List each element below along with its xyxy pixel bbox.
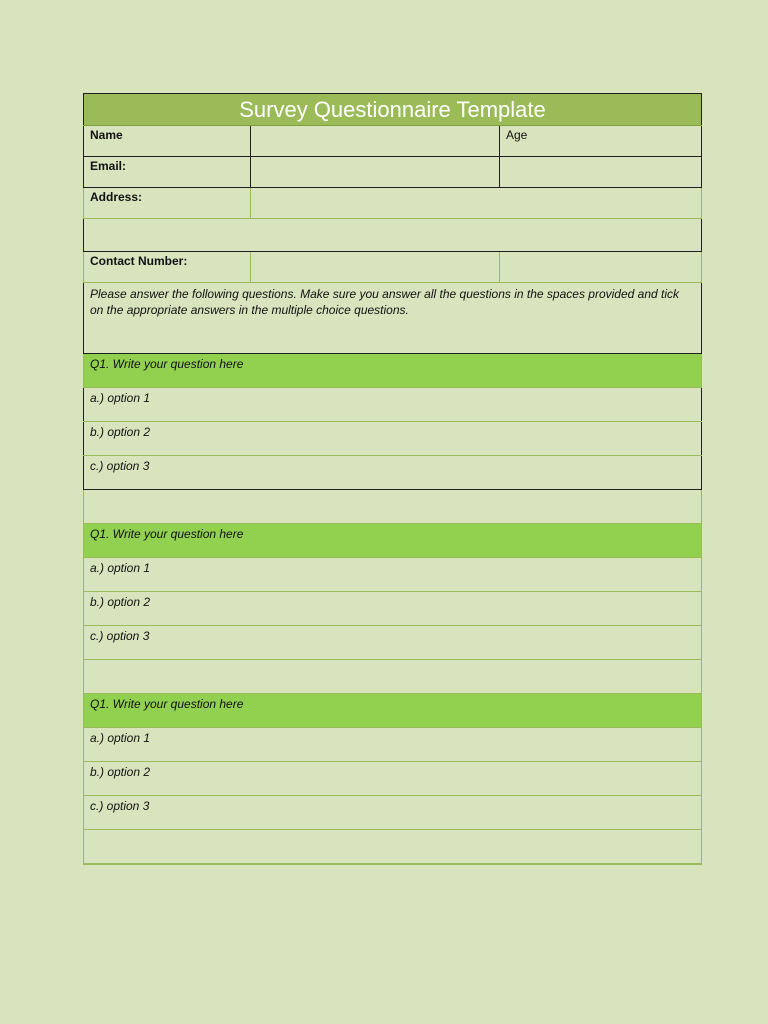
email-field[interactable]: [251, 157, 500, 188]
address-line-2-field[interactable]: [84, 219, 702, 252]
survey-table: [83, 93, 702, 865]
question-2-text: Q1. Write your question here: [84, 524, 702, 558]
instructions-text: Please answer the following questions. Make sure you answer all the questions in the spaces provided and tick on the appropriate answers in the multiple choice questions.: [84, 283, 702, 354]
question-3-option-1[interactable]: a.) option 1: [84, 728, 702, 762]
age-label: Age: [506, 128, 528, 142]
question-1-option-2[interactable]: b.) option 2: [84, 422, 702, 456]
name-field[interactable]: [251, 126, 500, 157]
question-3-option-2[interactable]: b.) option 2: [84, 762, 702, 796]
survey-form: [83, 93, 701, 865]
question-3-option-3[interactable]: c.) option 3: [84, 796, 702, 830]
question-1-option-3[interactable]: c.) option 3: [84, 456, 702, 490]
question-1-option-1[interactable]: a.) option 1: [84, 388, 702, 422]
question-3-text: Q1. Write your question here: [84, 694, 702, 728]
question-3-spacer: [84, 830, 702, 864]
address-label: Address:: [84, 188, 251, 219]
contact-number-label: Contact Number:: [84, 252, 251, 283]
email-label: Email:: [84, 157, 251, 188]
email-extra-field[interactable]: [500, 157, 702, 188]
address-field[interactable]: [251, 188, 702, 219]
question-1-text: Q1. Write your question here: [84, 354, 702, 388]
contact-extra-field[interactable]: [500, 252, 702, 283]
contact-number-field[interactable]: [251, 252, 500, 283]
form-title: Survey Questionnaire Template: [84, 94, 702, 126]
question-2-option-2[interactable]: b.) option 2: [84, 592, 702, 626]
age-field[interactable]: [500, 126, 702, 157]
name-label: Name: [84, 126, 251, 157]
question-2-option-1[interactable]: a.) option 1: [84, 558, 702, 592]
question-2-spacer: [84, 660, 702, 694]
question-1-spacer: [84, 490, 702, 524]
question-2-option-3[interactable]: c.) option 3: [84, 626, 702, 660]
